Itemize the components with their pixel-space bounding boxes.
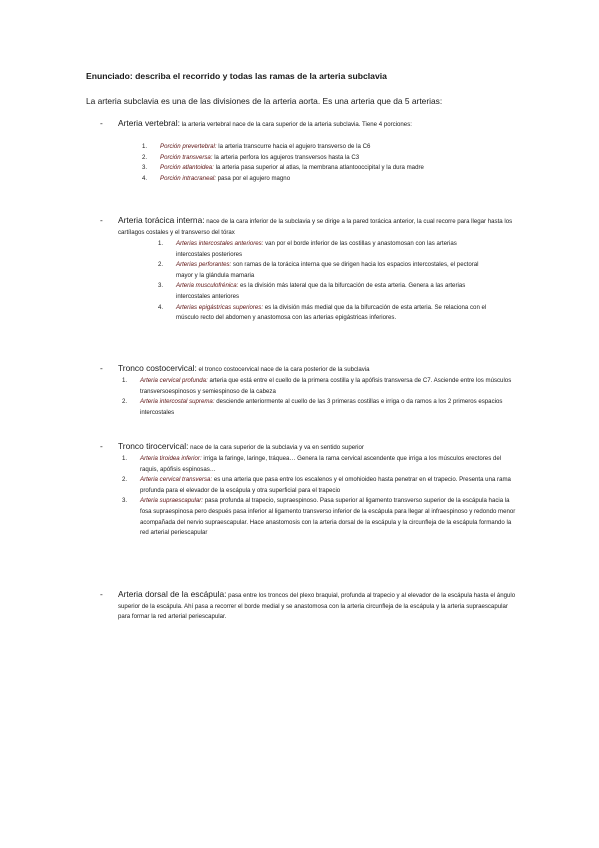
item-text: es la división más medial que da la bifurcación de esta arteria. Se relaciona con el músculo recto del abdomen y anastomosa con las arterias epigástricas inferiores. <box>176 303 487 322</box>
item-list <box>142 142 498 184</box>
list-item <box>122 475 518 496</box>
item-text: van por el borde inferior de las costillas y anastomosan con las arterias intercostales posteriores <box>176 240 457 258</box>
item-number: 2. <box>158 261 164 269</box>
list-item <box>122 376 518 397</box>
section-description: la arteria vertebral nace de la cara superior de la arteria subclavia. Tiene 4 porciones: <box>179 121 412 128</box>
item-number: 2. <box>122 476 128 484</box>
item-text: son ramas de la torácica interna que se dirigen hacia los espacios intercostales, el pectoral mayor y la glándula mamaria <box>176 261 479 279</box>
section-body <box>118 363 518 376</box>
section-heading: Arteria torácica interna: <box>118 215 205 225</box>
section-description: el tronco costocervical nace de la cara posterior de la subclavia <box>196 366 370 373</box>
item-name: Arteria musculofrénica: <box>176 282 239 290</box>
section-heading: Tronco tirocervical: <box>118 441 189 451</box>
item-text: irriga la faringe, laringe, tráquea… Genera la rama cervical ascendente que irriga a los músculos erectores del raquis, apófisis espinosas… <box>140 455 502 473</box>
section-body <box>118 215 518 238</box>
item-number: 1. <box>122 377 128 384</box>
section-heading: Arteria vertebral: <box>118 118 180 128</box>
item-text: es una arteria que pasa entre los escalenos y el omohioideo hasta penetrar en el trapecio. Presenta una rama profunda para el elevador de la escápula y otra superficial para el trapecio <box>140 476 511 494</box>
item-text: desciende anteriormente al cuello de las 3 primeras costillas e irriga o da ramos a los 2 primeros espacios intercostales <box>140 398 503 416</box>
item-text: la arteria perfora los agujeros transversos hasta la C3 <box>212 153 360 161</box>
item-name: Arteria supraescapular: <box>140 497 203 505</box>
item-name: Arterias intercostales anteriores: <box>176 240 264 247</box>
item-number: 2. <box>122 398 128 406</box>
item-name: Arteria intercostal suprema: <box>140 398 215 406</box>
item-number: 3. <box>158 282 164 290</box>
item-name: Porción prevertebral: <box>160 143 217 150</box>
item-text: arteria que está entre el cuello de la primera costilla y la apófisis transversa de C7. Asciende entre los músculos transversoespinosos y semiespinoso de la cabeza <box>140 377 512 395</box>
section-description: nace de la cara superior de la subclavia y va en sentido superior <box>188 444 364 451</box>
bullet-marker: - <box>100 441 103 451</box>
item-number: 2. <box>142 153 148 161</box>
item-text: es la división más lateral que da la bifurcación de esta arteria. Genera a las arterias intercostales anteriores <box>176 282 466 300</box>
list-item <box>142 142 498 153</box>
item-number: 1. <box>122 455 128 462</box>
item-name: Porción intracraneal: <box>160 174 216 182</box>
item-number: 4. <box>142 174 148 182</box>
section-heading: Tronco costocervical: <box>118 363 197 373</box>
item-number: 3. <box>142 164 148 172</box>
item-number: 4. <box>158 303 164 311</box>
item-list <box>122 376 518 418</box>
item-list <box>158 239 488 324</box>
item-text: la arteria pasa superior al atlas, la membrana atlantooccipital y la dura madre <box>213 164 424 172</box>
list-item <box>158 239 488 260</box>
section-body <box>118 118 518 131</box>
item-name: Arteria tiroidea inferior: <box>140 455 202 462</box>
bullet-marker: - <box>100 215 103 225</box>
item-text: pasa por el agujero magno <box>215 174 291 182</box>
list-item <box>122 496 518 538</box>
item-number: 3. <box>122 497 128 505</box>
section-body <box>118 589 518 623</box>
document-title: Enunciado: describa el recorrido y todas las ramas de la arteria subclavia <box>86 71 387 81</box>
list-item <box>158 281 488 302</box>
item-text: la arteria transcurre hacia el agujero transverso de la C6 <box>216 143 371 150</box>
item-list <box>122 454 518 539</box>
list-item <box>122 454 518 475</box>
list-item <box>142 153 498 164</box>
section-heading: Arteria dorsal de la escápula: <box>118 589 227 599</box>
list-item <box>142 174 498 185</box>
item-name: Arteria cervical profunda: <box>140 377 208 384</box>
item-text: pasa profunda al trapecio, supraespinoso. Pasa superior al ligamento transverso superior de la escápula hacia la fosa supraespinosa pero después pasa inferior al ligamento transverso inferior de la escápula para llegar al infraespinoso y redondo menor acompañada del nervio supraescapular. Hace anastomosis con la arteria dorsal de la escápula y la circunfleja de la escápula formando la red arterial periescapular <box>140 497 516 537</box>
list-item <box>142 163 498 174</box>
item-name: Arterias perforantes: <box>176 261 232 269</box>
bullet-marker: - <box>100 589 103 599</box>
item-name: Porción atlantoidea: <box>160 164 214 172</box>
section-description: pasa entre los troncos del plexo braquial, profunda al trapecio y al elevador de la escápula hasta el ángulo superior de la escápula. Ahí pasa a recorrer el borde medial y se anastomosa con la arteria circunfleja de la escápula y la arteria supraescapular para formar la red arterial periescapular. <box>118 592 516 621</box>
item-number: 1. <box>142 143 148 150</box>
bullet-marker: - <box>100 118 103 128</box>
intro-paragraph: La arteria subclavia es una de las divisiones de la arteria aorta. Es una arteria que da 5 arterias: <box>86 96 443 106</box>
list-item <box>158 303 488 324</box>
item-number: 1. <box>158 240 164 247</box>
item-name: Porción transversa: <box>160 153 213 161</box>
list-item <box>158 260 488 281</box>
item-name: Arterias epigástricas superiores: <box>176 303 264 311</box>
section-description: nace de la cara inferior de la subclavia y se dirige a la pared torácica anterior, la cual recorre para llegar hasta los cartílagos costales y el transverso del tórax <box>118 218 513 236</box>
bullet-marker: - <box>100 363 103 373</box>
item-name: Arteria cervical transversa: <box>140 476 213 484</box>
section-body <box>118 441 518 454</box>
list-item <box>122 397 518 418</box>
